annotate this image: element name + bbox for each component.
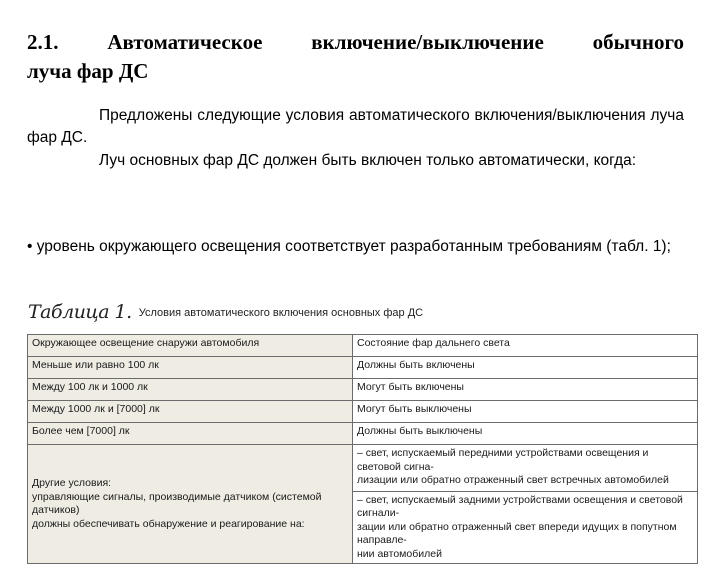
table-cell-detection: [353, 445, 698, 564]
section-heading: [27, 28, 684, 86]
table-caption-number: Таблица 1.: [28, 301, 132, 323]
table-row: [28, 357, 698, 379]
detection-front-line: лизации или обратно отраженный свет встречных автомобилей: [357, 474, 669, 486]
table-cell-state: Могут быть включены: [353, 379, 698, 401]
table-row: [28, 379, 698, 401]
table-caption-text: Условия автоматического включения основных фар ДС: [138, 307, 424, 319]
conditions-table: [27, 334, 698, 564]
table-caption: [28, 301, 698, 325]
detection-rear-line: зации или обратно отраженный свет впереди идущих в попутном направле-: [357, 520, 677, 546]
table-cell-state: Должны быть включены: [353, 357, 698, 379]
other-conditions-line: должны обеспечивать обнаружение и реагирование на:: [32, 517, 305, 530]
heading-line-2: луча фар ДС: [27, 59, 149, 83]
table-cell-state: Должны быть выключены: [353, 423, 698, 445]
table-cell-other-conditions: [28, 445, 353, 564]
detection-front-line: – свет, испускаемый передними устройствами освещения и световой сигна-: [357, 447, 649, 473]
table-cell-state: Могут быть выключены: [353, 401, 698, 423]
table-cell-illumination: Между 1000 лк и [7000] лк: [28, 401, 353, 423]
table-header-row: [28, 335, 698, 357]
other-conditions-line: управляющие сигналы, производимые датчиком (системой датчиков): [32, 490, 322, 516]
cell-divider: [353, 491, 697, 492]
table-cell-illumination: Более чем [7000] лк: [28, 423, 353, 445]
paragraph-conditions: Предложены следующие условия автоматического включения/выключения луча фар ДС.: [27, 107, 684, 146]
detection-rear-line: – свет, испускаемый задними устройствами освещения и световой сигнали-: [357, 493, 683, 519]
detection-rear-line: нии автомобилей: [357, 547, 442, 560]
header-cell-state: Состояние фар дальнего света: [353, 335, 698, 357]
paragraph-auto-only: Луч основных фар ДС должен быть включен только автоматически, когда:: [99, 152, 637, 169]
table-cell-illumination: Меньше или равно 100 лк: [28, 357, 353, 379]
table-row: [28, 401, 698, 423]
other-conditions-title: Другие условия:: [32, 477, 112, 489]
table-row-other-conditions: [28, 445, 698, 564]
header-cell-illumination: Окружающее освещение снаружи автомобиля: [28, 335, 353, 357]
table-cell-illumination: Между 100 лк и 1000 лк: [28, 379, 353, 401]
heading-line-1: 2.1. Автоматическое включение/выключение обычного: [27, 30, 684, 54]
table-row: [28, 423, 698, 445]
bullet-ambient-light: • уровень окружающего освещения соответствует разработанным требованиям (табл. 1);: [27, 238, 671, 255]
